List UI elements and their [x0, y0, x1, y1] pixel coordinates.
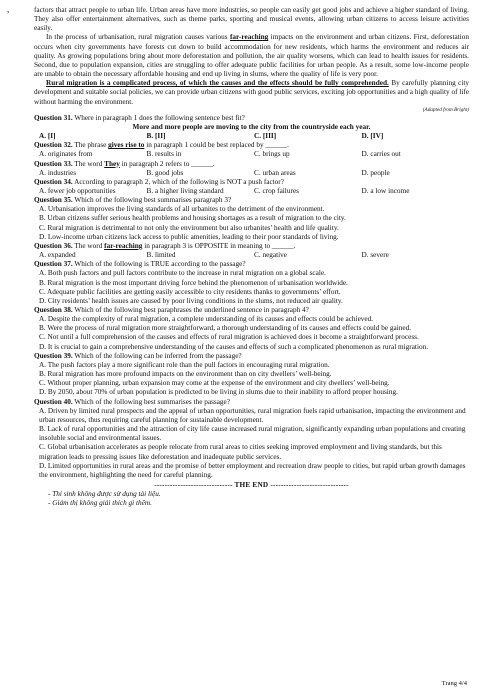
page-edge-mark: ,	[7, 4, 10, 14]
options-33	[34, 169, 469, 178]
option-a[interactable]: A. The push factors play a more significant role than the pull factors in encouraging rural migration.	[39, 360, 330, 369]
option-c[interactable]: C. crop failures	[254, 186, 299, 195]
option-d[interactable]: D. Low-income urban citizens lack access to public amenities, leading to their poor standards of living.	[39, 232, 339, 241]
question-40	[34, 398, 469, 407]
question-label: Question 40.	[34, 397, 73, 406]
passage-paragraph-2-end: factors that attract people to urban life. Urban areas have more industries, so people can easily get good jobs and achieve a higher standard of living. They also offer entertainment alternatives, such as theme parks, sporting and musical events, allowing urban citizens to access leisure activities easily.	[34, 6, 469, 33]
the-end-line: ------------------------------ THE END ------------------------------	[154, 480, 349, 489]
underlined-word: They	[104, 159, 120, 168]
underlined-sentence: Rural migration is a complicated process, of which the causes and the effects should be fully comprehended.	[46, 79, 389, 88]
option-a[interactable]: A. Despite the complexity of rural migration, a complete understanding of its causes and effects could be achieved.	[39, 315, 374, 324]
option-c[interactable]: C. brings up	[254, 150, 290, 159]
question-39	[34, 352, 469, 361]
options-32	[34, 150, 469, 159]
paragraph-3-rest: impacts on the environment and urban citizens. First, deforestation occurs when city governments have forests cut down to build accommodation for new residents, which harms the environment and reduces air quality. As growing populations bring about more deforestation and pollution, the air quality worsens, which can lead to health issues for residents. Second, due to population expansion, cities are struggling to offer adequate public facilities for urban people. As a result, some low-income people are unable to obtain the necessary affordable housing and end up living in slums, where the quality of life is very poor.	[34, 33, 469, 79]
option-d[interactable]: D. By 2050, about 70% of urban population is predicted to be living in slums due to their inability to afford proper housing.	[39, 388, 398, 397]
question-32: Question 32. The phrase gives rise to in paragraph 1 could be best replaced by ______.	[34, 141, 289, 150]
option-d[interactable]: D. City residents’ health issues are caused by poor living conditions in the slums, not reduced air quality.	[39, 296, 343, 305]
option-b[interactable]: B. limited	[146, 251, 176, 260]
question-label: Question 32.	[34, 141, 73, 150]
note-no-materials: - Thí sinh không được sử dụng tài liệu.	[48, 490, 161, 499]
option-d[interactable]: D. severe	[361, 251, 389, 260]
question-label: Question 35.	[34, 196, 73, 205]
underlined-phrase: gives rise to	[108, 141, 145, 150]
option-b[interactable]: B. Rural migration is the most important driving force behind the phenomenon of urbanisation worldwide.	[39, 278, 348, 287]
question-text: Which of the following best summarises paragraph 3?	[72, 196, 232, 205]
option-c[interactable]: C. [III]	[254, 132, 277, 141]
option-c[interactable]: C. Without proper planning, urban expansion may come at the expense of the environment and city dwellers’ well-being.	[39, 379, 390, 388]
option-b[interactable]: B. good jobs	[146, 168, 184, 177]
question-31	[34, 114, 469, 123]
question-label: Question 39.	[34, 351, 73, 360]
question-38	[34, 306, 469, 315]
option-b[interactable]: B. [II]	[146, 132, 166, 141]
option-a[interactable]: A. [I]	[39, 132, 56, 141]
question-label: Question 38.	[34, 306, 73, 314]
question-text: Where in paragraph 1 does the following sentence best fit?	[72, 113, 245, 122]
question-label: Question 34.	[34, 177, 73, 186]
question-text: According to paragraph 2, which of the following is NOT a push factor?	[72, 177, 284, 186]
option-c[interactable]: C. urban areas	[254, 168, 296, 177]
option-d[interactable]: D. It is crucial to gain a comprehensive understanding of the causes and effects of such a complicated phenomenon as rural migration.	[39, 342, 429, 351]
underlined-word: far-reaching	[104, 241, 143, 250]
option-c[interactable]: C. Not until a full comprehension of the causes and effects of rural migration is achieved does it become a straightforward process.	[39, 333, 419, 342]
option-b[interactable]: B. Were the process of rural migration more straightforward, a thorough understanding of its causes and effects could be gained.	[39, 324, 412, 333]
question-35	[34, 196, 469, 205]
question-33: Question 33. The word They in paragraph 2 refers to ______.	[34, 159, 215, 168]
note-no-explanation: - Giám thị không giải thích gì thêm.	[48, 499, 152, 508]
question-36: Question 36. The word far-reaching in paragraph 3 is OPPOSITE in meaning to ______.	[34, 241, 296, 250]
option-a[interactable]: A. industries	[39, 168, 77, 177]
insert-sentence: More and more people are moving to the city from the countryside each year.	[132, 122, 371, 131]
source-credit: (Adapted from Bright)	[422, 106, 469, 113]
question-text: Which of the following best paraphrases the underlined sentence in paragraph 4?	[72, 306, 309, 314]
question-label: Question 37.	[34, 260, 73, 269]
question-label: Question 36.	[34, 241, 73, 250]
options-31	[34, 132, 469, 141]
options-34	[34, 187, 469, 196]
option-b[interactable]: B. a higher living standard	[146, 186, 224, 195]
option-d[interactable]: D. Limited opportunities in rural areas and the promise of better employment and recreation draw people to cities, but rapid urban growth damages the environment, highlighting the need for careful planning.	[39, 461, 466, 479]
option-b[interactable]: B. Rural migration has more profound impacts on the environment than on city dwellers’ well-being.	[39, 370, 332, 379]
option-a[interactable]: A. Driven by limited rural prospects and the appeal of urban opportunities, rural migration fuels rapid urbanisation, impacting the environment and urban resources, thus requiring careful planning for sustainable development.	[39, 406, 466, 424]
option-b[interactable]: B. Lack of rural opportunities and the attraction of city life cause increased rural migration, significantly expanding urban populations and creating insoluble social and environmental issues.	[39, 425, 466, 443]
passage-paragraph-3	[34, 33, 469, 79]
option-d[interactable]: D. carries out	[361, 150, 401, 159]
option-c[interactable]: C. Rural migration is detrimental to not only the environment but also urbanites’ health and life quality.	[39, 223, 339, 232]
option-c[interactable]: C. negative	[254, 251, 288, 260]
options-36	[34, 251, 469, 260]
option-a[interactable]: A. fewer job opportunities	[39, 186, 116, 195]
question-34	[34, 178, 469, 187]
option-d[interactable]: D. a low income	[361, 186, 410, 195]
option-a[interactable]: A. expanded	[39, 251, 76, 260]
option-a[interactable]: A. originates from	[39, 150, 93, 159]
option-d[interactable]: D. people	[361, 168, 390, 177]
passage-paragraph-4	[34, 79, 469, 106]
question-label: Question 33.	[34, 159, 73, 168]
option-b[interactable]: B. results in	[146, 150, 182, 159]
option-c[interactable]: C. Adequate public facilities are getting easily accessible to city residents thanks to governments’ effort.	[39, 287, 341, 296]
option-a[interactable]: A. Urbanisation improves the living standards of all urbanites to the detriment of the environment.	[39, 205, 325, 214]
underlined-far-reaching: far-reaching	[230, 33, 269, 42]
question-text: Which of the following is TRUE according to the passage?	[72, 260, 246, 269]
question-text: Which of the following can be inferred from the passage?	[72, 351, 242, 360]
question-label: Question 31.	[34, 113, 73, 122]
option-b[interactable]: B. Urban citizens suffer serious health problems and housing shortages as a result of migration to the city.	[39, 214, 346, 223]
question-text: Which of the following best summarises the passage?	[72, 397, 230, 406]
option-a[interactable]: A. Both push factors and pull factors contribute to the increase in rural migration on a global scale.	[39, 269, 326, 278]
question-37	[34, 260, 469, 269]
paragraph-3-start: In the process of urbanisation, rural migration causes various	[46, 33, 231, 42]
page-number: Trang 4/4	[441, 680, 467, 687]
option-d[interactable]: D. [IV]	[361, 132, 384, 141]
option-c[interactable]: C. Global urbanisation accelerates as people relocate from rural areas to cities seeking improved employment and living standards, but this migration leads to pressing issues like deforestation and inadequate public services.	[39, 443, 442, 461]
paragraph-4-rest: By carefully planning city development and suitable social policies, we can provide urban citizens with good public services, exciting job opportunities and a high quality of life without harming the environment.	[34, 79, 470, 106]
